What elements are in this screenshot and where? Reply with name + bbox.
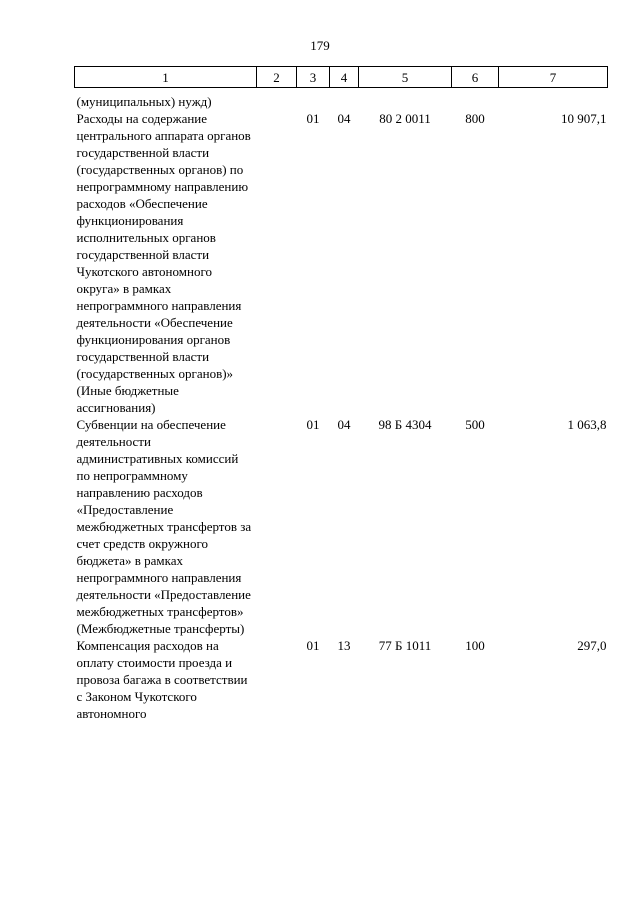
row-section <box>297 88 330 111</box>
row-expense-type: 100 <box>465 638 485 653</box>
table-row <box>75 416 608 637</box>
row-target-article: 80 2 0011 <box>379 111 431 126</box>
row-description: Расходы на содержание центрального аппарата органов государственной власти (государственных органов) по непрограммному направлению расходов «Обеспечение функционирования исполнительных органов государственной власти Чукотского автономного округа» в рамках непрограммного направления деятельности «Обеспечение функционирования органов государственной власти (государственных органов)» (Иные бюджетные ассигнования) <box>76 111 251 415</box>
row-col-2 <box>257 637 297 722</box>
row-subsection <box>330 88 359 111</box>
header-col-3: 3 <box>297 67 330 88</box>
header-col-1: 1 <box>75 67 257 88</box>
row-description: Субвенции на обеспечение деятельности административных комиссий по непрограммному направлению расходов «Предоставление межбюджетных трансфертов за счет средств окружного бюджета» в рамках непрограммного направления деятельности «Предоставление межбюджетных трансфертов» (Межбюджетные трансферты) <box>76 417 252 636</box>
header-col-6: 6 <box>452 67 499 88</box>
table-row <box>75 88 608 111</box>
row-target-article <box>359 88 452 111</box>
row-description: Компенсация расходов на оплату стоимости проезда и провоза багажа в соответствии с Законом Чукотского автономного <box>76 638 248 721</box>
table-row <box>75 110 608 416</box>
row-target-article: 77 Б 1011 <box>378 638 432 653</box>
row-expense-type: 800 <box>465 111 485 126</box>
row-target-article: 98 Б 4304 <box>378 417 432 432</box>
budget-table <box>74 66 608 722</box>
header-col-5: 5 <box>359 67 452 88</box>
row-expense-type <box>452 88 499 111</box>
row-section: 01 <box>306 417 320 432</box>
header-col-7: 7 <box>499 67 608 88</box>
row-amount: 1 063,8 <box>567 417 607 432</box>
row-amount <box>499 88 608 111</box>
table-row <box>75 637 608 722</box>
row-amount: 10 907,1 <box>561 111 607 126</box>
row-subsection: 04 <box>337 111 351 126</box>
row-description: (муниципальных) нужд) <box>76 94 212 109</box>
row-section: 01 <box>306 111 320 126</box>
row-expense-type: 500 <box>465 417 485 432</box>
row-col-2 <box>257 110 297 416</box>
row-subsection: 04 <box>337 417 351 432</box>
row-col-2 <box>257 88 297 111</box>
header-col-2: 2 <box>257 67 297 88</box>
page-number: 179 <box>310 38 330 53</box>
header-col-4: 4 <box>330 67 359 88</box>
row-col-2 <box>257 416 297 637</box>
row-amount: 297,0 <box>577 638 607 653</box>
table-header-row <box>75 67 608 88</box>
row-section: 01 <box>306 638 320 653</box>
row-subsection: 13 <box>337 638 351 653</box>
